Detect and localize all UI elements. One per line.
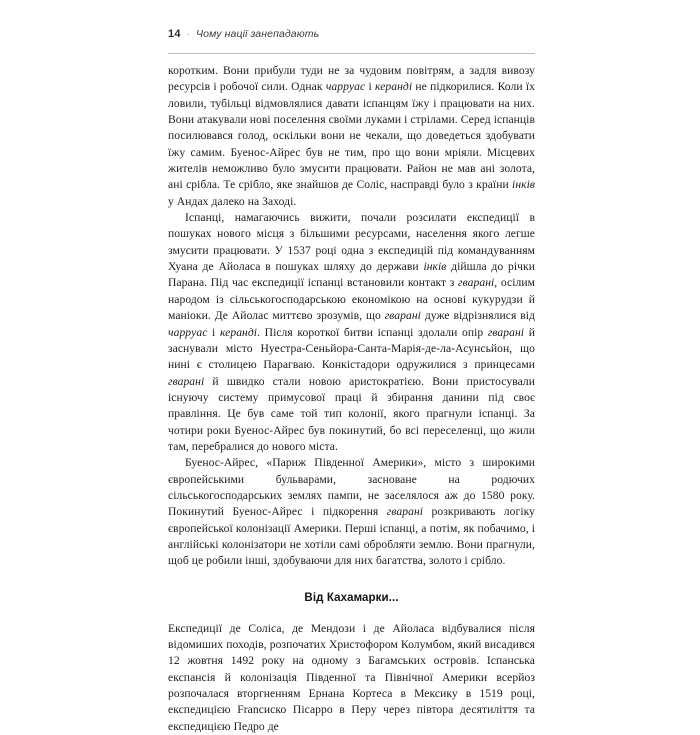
emphasized-term: інків [423,260,447,274]
emphasized-term: гварані [458,276,495,290]
header-divider-rule [168,53,535,54]
emphasized-term: гварані [386,505,424,519]
book-title: Чому нації занепадають [195,28,320,40]
section-heading: Від Кахамарки... [304,591,399,604]
text-column [168,0,535,735]
emphasized-term: керанді [219,325,258,339]
running-header [168,0,535,48]
body-paragraph: Іспанці, намагаючись вижити, почали розсилати експедиції в пошуках нового місця з більшими ресурсами, населення якого легше змусити працювати. У 1537 році одна з експедицій під командуванням Хуана де Айоласа в пошуках шляху до держави інків дійшла до річки Парана. Під час експедиції іспанці встановили контакт з гварані, осілим народом із сільськогосподарською економікою на основі кукурудзи й маніоки. Де Айолас миттєво зрозумів, що гварані дуже відрізнялися від чappyac і керанді. Після короткої битви іспанці здолали опір гварані й заснували місто Нуестра-Сеньйора-Санта-Марія-де-ла-Асунсьйон, що нині є столицею Парагваю. Конкістадори одружилися з принцесами гварані й швидко стали новою аристократією. Вони пристосували існуючу систему примусової праці й збирання данини під своє правління. Це був саме той тип колонії, якого прагнули іспанці. За чотири роки Буенос-Айрес був покинутий, бо всі переселенці, що жили там, перебралися до нового міста. [168,211,536,453]
emphasized-term: інків [512,178,535,192]
paragraph-group-before-heading [168,63,535,570]
body-text [168,63,535,735]
emphasized-term: гварані [168,374,205,388]
emphasized-term: чappyac [325,80,366,94]
body-paragraph: Буенос-Айрес, «Париж Південної Америки», місто з широкими європейськими бульварами, засноване на родючих сільськогосподарських землях пампи, не заселялося аж до 1580 року. Покинутий Буенос-Айрес і підкорення гварані розкривають логіку європейської колонізації Америки. Перші іспанці, а потім, як побачимо, і англійські колонізатори не хотіли самі обробляти землю. Вони прагнули, щоб це робили інші, здобуваючи для них багатства, золото і срібло. [168,456,535,568]
emphasized-term: гварані [384,309,421,323]
emphasized-term: гварані [487,325,525,339]
header-separator-dot: · [186,29,190,40]
body-paragraph: Експедиції де Соліса, де Мендози і де Айоласа відбувалися після відомиших походів, розпочатих Христофором Колумбом, який висадився 12 жовтня 1492 року на одному з Багамських островів. Іспанська експансія й колонізація Південної та Північної Америки всерйоз розпочалася вторгненням Ернана Кортеса в Мексику в 1519 році, експедицією Franсиско Пісарро в Перу через півтора десятиліття та експедицією Педро де [168,621,535,733]
paragraph-group-after-heading [168,621,535,735]
emphasized-term: керанді [375,80,413,94]
page-folio-number: 14 [168,28,181,40]
emphasized-term: чappyac [168,325,208,339]
body-paragraph: коротким. Вони прибули туди не за чудовим повітрям, а задля вивозу ресурсів і робочої сили. Однак чappyac і керанді не підкорилися. Коли їх ловили, тубільці відмовлялися давати іспанцям їжу і працювати на них. Вони атакували нові поселення своїми луками і стрілами. Серед іспанців посилювався голод, оскільки вони не чекали, що доведеться здобувати їжу самим. Буенос-Айрес був не тим, про що вони мріяли. Місцевих жителів неможливо було змусити працювати. Район не мав ані золота, ані срібла. Те срібло, яке знайшов де Соліс, насправді було з країни інків у Андах далеко на Заході. [168,64,535,208]
